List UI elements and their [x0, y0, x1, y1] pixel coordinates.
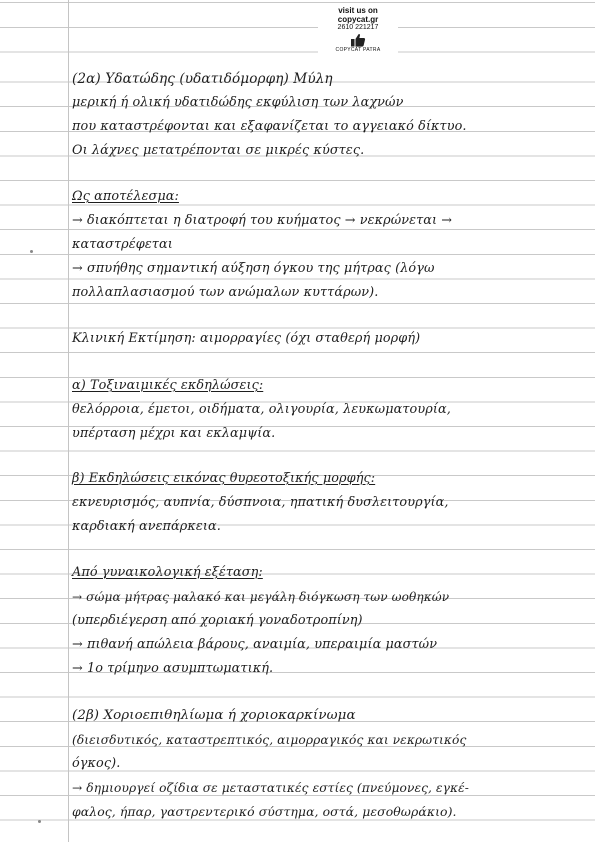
- note-line-15: εκνευρισμός, αυπνία, δύσπνοια, ηπατική δυσλειτουργία,: [72, 495, 449, 510]
- hole-mark: [30, 250, 33, 253]
- note-line-21: → 1ο τρίμηνο ασυμπτωματική.: [72, 661, 274, 676]
- stamp-line-4: COPYCAT PATRA: [335, 47, 381, 53]
- thumbs-up-icon: [350, 33, 366, 47]
- margin-line: [68, 0, 69, 842]
- copyshop-stamp: [318, 6, 398, 55]
- note-line-07: καταστρέφεται: [72, 237, 173, 252]
- stamp-line-1: visit us on: [338, 6, 378, 15]
- note-line-18: → σώμα μήτρας μαλακό και μεγάλη διόγκωση των ωοθηκών: [72, 590, 450, 604]
- stamp-line-2: copycat.gr: [337, 15, 379, 24]
- note-line-26: φαλος, ήπαρ, γαστρεντερικό σύστημα, οστά, μεσοθωράκιο).: [72, 804, 457, 819]
- note-line-16: καρδιακή ανεπάρκεια.: [72, 519, 221, 534]
- note-line-13: υπέρταση μέχρι και εκλαμψία.: [72, 426, 276, 441]
- note-line-24: όγκος).: [72, 756, 121, 771]
- note-line-08: → σπυήθης σημαντική αύξηση όγκου της μήτρας (λόγω: [72, 261, 435, 276]
- note-line-03: που καταστρέφονται και εξαφανίζεται το αγγειακό δίκτυο.: [72, 119, 467, 134]
- note-line-04: Οι λάχνες μετατρέπονται σε μικρές κύστες.: [72, 143, 365, 158]
- heading-2b: (2β) Χοριοεπιθηλίωμα ή χοριοκαρκίνωμα: [72, 708, 356, 723]
- note-line-02: μερική ή ολική υδατιδώδης εκφύλιση των λαχνών: [72, 95, 404, 110]
- heading-2a: (2α) Υδατώδης (υδατιδόμορφη) Μύλη: [72, 71, 333, 87]
- subheading-toxaemic: α) Τοξιναιμικές εκδηλώσεις:: [72, 378, 264, 393]
- section-heading-result: Ως αποτέλεσμα:: [72, 189, 179, 204]
- section-heading-clinical: Κλινική Εκτίμηση: αιμορραγίες (όχι σταθερή μορφή): [72, 331, 421, 346]
- stamp-line-3: 2610 221217: [337, 24, 379, 31]
- note-line-25: → δημιουργεί οζίδια σε μεταστατικές εστίες (πνεύμονες, εγκέ-: [72, 781, 469, 795]
- note-line-12: θελόρροια, έμετοι, οιδήματα, ολιγουρία, λευκωματουρία,: [72, 402, 451, 417]
- note-line-06: → διακόπτεται η διατροφή του κυήματος → νεκρώνεται →: [72, 213, 453, 228]
- subheading-gynecological: Από γυναικολογική εξέταση:: [72, 565, 263, 580]
- note-line-19: (υπερδιέγερση από χοριακή γοναδοτροπίνη): [72, 613, 363, 628]
- note-line-23: (διεισδυτικός, καταστρεπτικός, αιμορραγικός και νεκρωτικός: [72, 733, 467, 747]
- note-line-20: → πιθανή απώλεια βάρους, αναιμία, υπεραιμία μαστών: [72, 637, 438, 652]
- subheading-thyrotoxic: β) Εκδηλώσεις εικόνας θυρεοτοξικής μορφής:: [72, 471, 376, 486]
- hole-mark: [38, 820, 41, 823]
- note-line-09: πολλαπλασιασμού των ανώμαλων κυττάρων).: [72, 285, 379, 300]
